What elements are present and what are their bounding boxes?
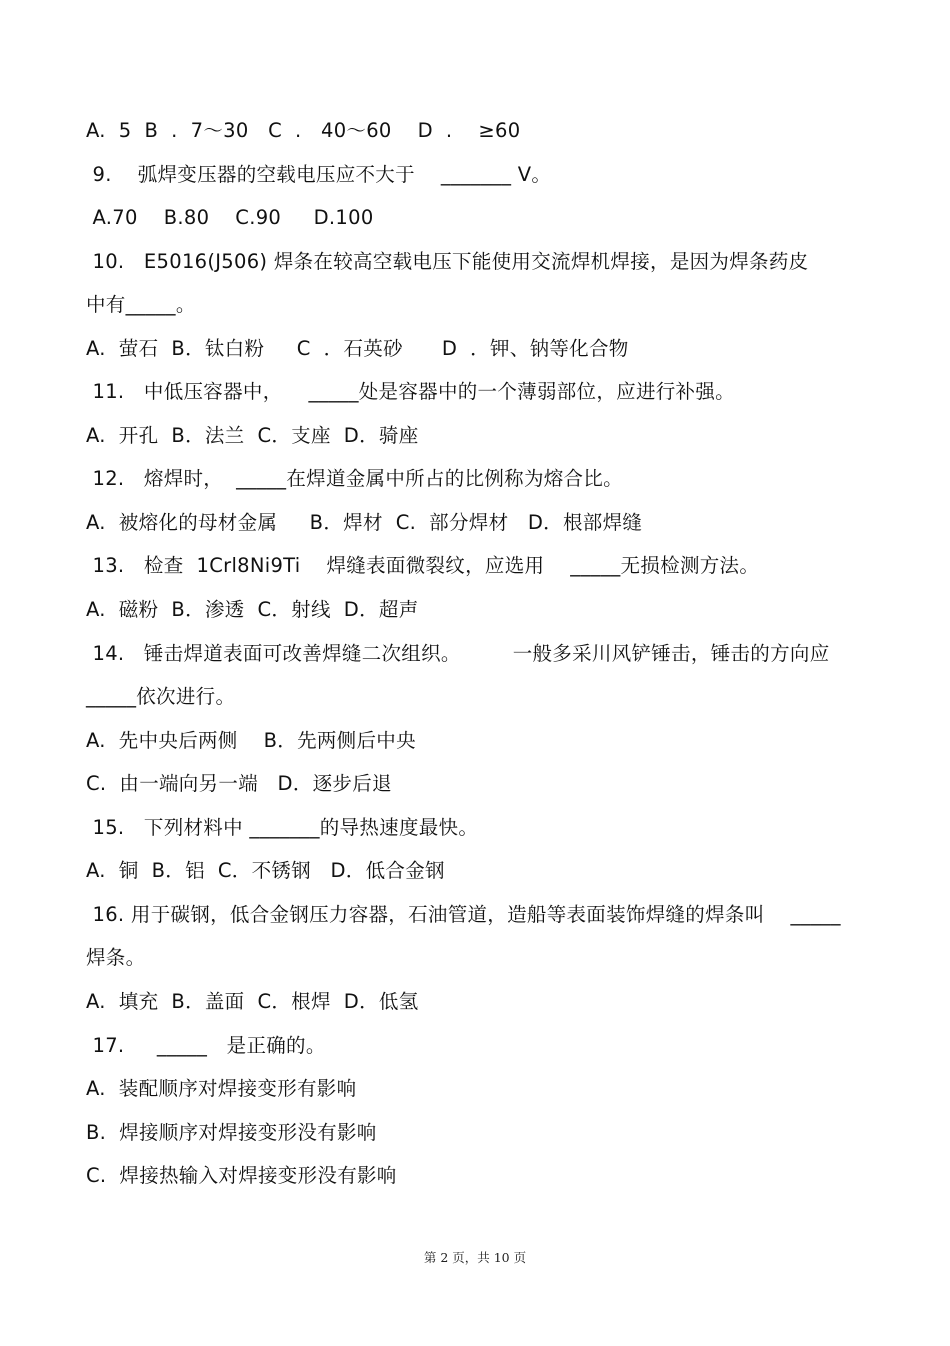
question-15: 15. 下列材料中 _______的导热速度最快。 bbox=[86, 816, 479, 839]
option-line-q11: A. 开孔 B．法兰 C．支座 D．骑座 bbox=[86, 424, 419, 447]
question-17: 17. _____ 是正确的。 bbox=[86, 1034, 326, 1057]
option-line-q14-ab: A. 先中央后两侧 B．先两侧后中央 bbox=[86, 729, 416, 752]
question-11: 11. 中低压容器中， _____处是容器中的一个薄弱部位，应进行补强。 bbox=[86, 380, 735, 403]
option-q17-c: C. 焊接热输入对焊接变形没有影响 bbox=[86, 1164, 397, 1187]
question-16: 16. 用于碳钢，低合金钢压力容器，石油管道，造船等表面装饰焊缝的焊条叫 _____ bbox=[86, 903, 841, 926]
option-line-q14-cd: C. 由一端向另一端 D．逐步后退 bbox=[86, 772, 392, 795]
option-line-q8: A. 5 B . 7～30 C . 40～60 D . ≥60 bbox=[86, 119, 521, 142]
question-12: 12. 熔焊时， _____在焊道金属中所占的比例称为熔合比。 bbox=[86, 467, 623, 490]
option-line-q16: A. 填充 B．盖面 C．根焊 D．低氢 bbox=[86, 990, 419, 1013]
option-q17-a: A. 装配顺序对焊接变形有影响 bbox=[86, 1077, 357, 1100]
option-line-q9: A.70 B.80 C.90 D.100 bbox=[86, 206, 374, 229]
option-q17-b: B. 焊接顺序对焊接变形没有影响 bbox=[86, 1121, 377, 1144]
question-10-continued: 中有_____。 bbox=[86, 293, 196, 316]
option-line-q13: A. 磁粉 B．渗透 C．射线 D．超声 bbox=[86, 598, 419, 621]
question-10: 10. E5016(J506) 焊条在较高空载电压下能使用交流焊机焊接，是因为焊条药皮 bbox=[86, 250, 809, 273]
question-13: 13. 检查 1Crl8Ni9Ti 焊缝表面微裂纹，应选用 _____无损检测方法。 bbox=[86, 554, 760, 577]
question-14-continued: _____依次进行。 bbox=[86, 685, 236, 708]
question-9: 9. 弧焊变压器的空载电压应不大于 _______ V。 bbox=[86, 163, 552, 186]
question-16-continued: 焊条。 bbox=[86, 946, 146, 969]
option-line-q15: A. 铜 B．铝 C．不锈钢 D．低合金钢 bbox=[86, 859, 445, 882]
option-line-q12: A. 被熔化的母材金属 B．焊材 C. 部分焊材 D．根部焊缝 bbox=[86, 511, 643, 534]
question-14: 14. 锤击焊道表面可改善焊缝二次组织。 一般多采川风铲锤击，锤击的方向应 bbox=[86, 642, 830, 665]
page-footer: 第 2 页，共 10 页 bbox=[423, 1250, 527, 1265]
option-line-q10: A. 萤石 B．钛白粉 C ．石英砂 D ．钾、钠等化合物 bbox=[86, 337, 629, 360]
